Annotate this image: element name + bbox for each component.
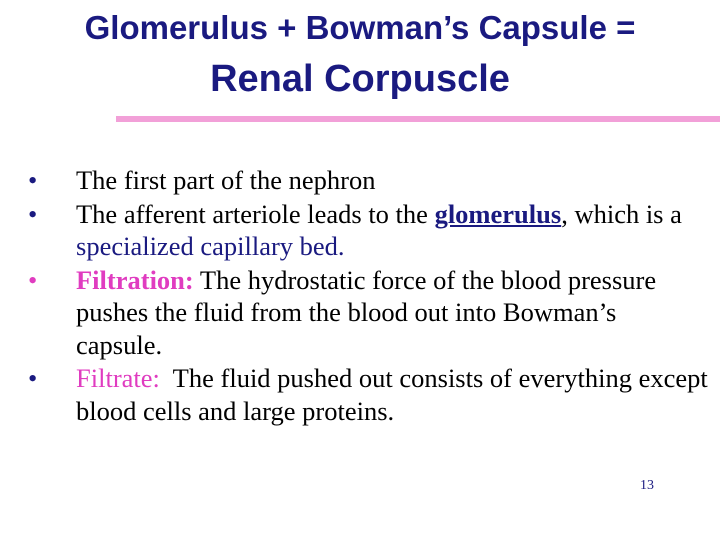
slide-title-line-2: Renal Corpuscle (210, 58, 510, 100)
bullet-item (28, 164, 708, 197)
bullet-text: The fluid pushed out consists of everything except blood cells and large proteins. (76, 363, 715, 426)
bullet-text: The afferent arteriole leads to the (76, 198, 435, 229)
title-divider (116, 116, 720, 122)
slide-title-line-1: Glomerulus + Bowman’s Capsule = (84, 9, 636, 46)
glomerulus-term: glomerulus (434, 198, 562, 229)
bullet-text-comma: , (561, 198, 575, 229)
bullet-text: The hydrostatic force of the blood pressure pushes the fluid from the blood out into Bowman’s capsule. (76, 264, 657, 360)
bullet-dot-icon: • (28, 363, 38, 393)
bullet-item (28, 198, 708, 263)
bullet-item (28, 362, 715, 427)
bullet-text: which is a (574, 198, 682, 229)
filtrate-label: Filtrate: (76, 363, 160, 393)
bullet-dot-icon: • (28, 198, 38, 229)
bullet-dot-icon: • (28, 264, 38, 295)
filtration-label: Filtration: (76, 264, 194, 295)
page-number: 13 (640, 478, 654, 493)
bullet-list (28, 164, 715, 428)
bullet-item (28, 264, 708, 362)
capillary-bed-text: specialized capillary bed. (76, 231, 345, 261)
bullet-text: The first part of the nephron (76, 165, 376, 195)
bullet-dot-icon: • (28, 165, 38, 195)
